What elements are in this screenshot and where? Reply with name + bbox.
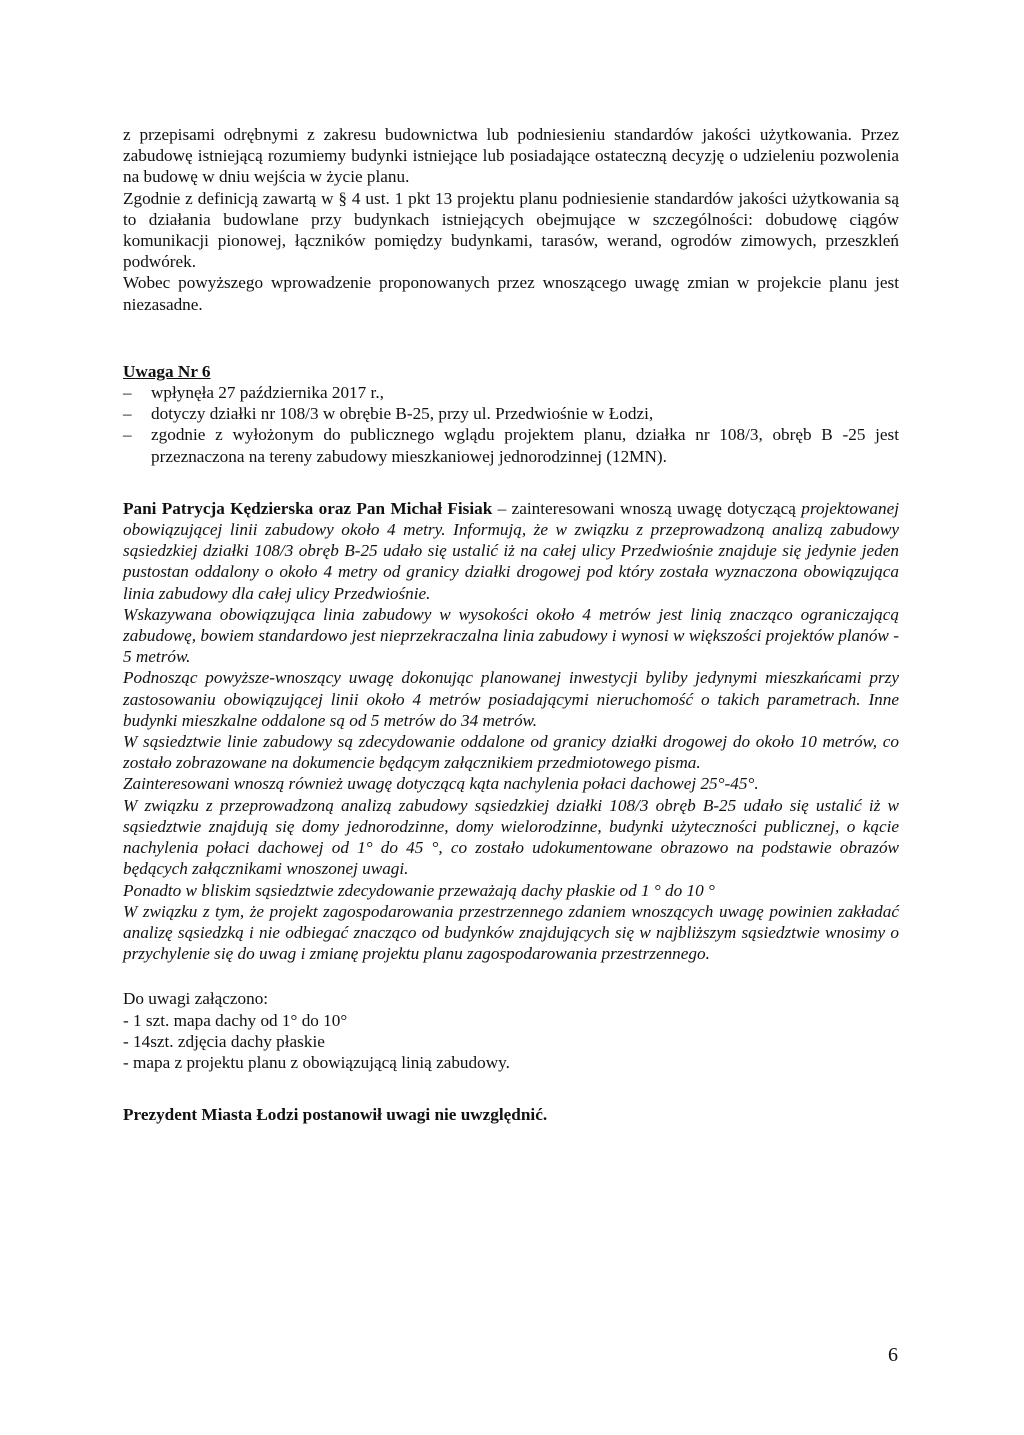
document-page [123,124,899,1125]
decision-statement: Prezydent Miasta Łodzi postanowił uwagi nie uwzględnić. [123,1105,548,1125]
petition-paragraph: Zainteresowani wnoszą również uwagę dotyczącą kąta nachylenia połaci dachowej 25°-45°. [123,774,759,794]
attachment-item: - 14szt. zdjęcia dachy płaskie [123,1031,325,1051]
petition-first-paragraph [123,498,899,604]
remark-detail-item: – wpłynęła 27 października 2017 r., [123,382,899,403]
intro-paragraph-2: Zgodnie z definicją zawartą w § 4 ust. 1 pkt 13 projektu planu podniesienie standardów jakości użytkowania są to działania budowlane przy budynkach istniejących obejmujące w szczególności: dobudowę ciągów komunikacji pionowej, łączników pomiędzy budynkami, tarasów, werand, ogrodów zimowych, przeszkleń podwórek. [123,188,899,272]
petition-paragraph: Podnosząc powyższe-wnoszący uwagę dokonując planowanej inwestycji byliby jedynymi mieszkańcami przy zastosowaniu obowiązującej linii około 4 metrów posiadającymi nieruchomość o takich parametrach. Inne budynki mieszkalne oddalone są od 5 metrów do 34 metrów. [123,668,899,730]
attachment-item: - 1 szt. mapa dachy od 1° do 10° [123,1010,348,1030]
remark-details-list [123,382,899,467]
attachments-heading: Do uwagi załączono: [123,989,269,1009]
remark-detail-item: – zgodnie z wyłożonym do publicznego wglądu projektem planu, działka nr 108/3, obręb B -25 jest przeznaczona na tereny zabudowy mieszkaniowej jednorodzinnej (12MN). [123,424,899,466]
remark-heading: Uwaga Nr 6 [123,361,211,381]
petition-paragraph: W sąsiedztwie linie zabudowy są zdecydowanie oddalone od granicy działki drogowej do około 10 metrów, co zostało zobrazowane na dokumencie będącym załącznikiem przedmiotowego pisma. [123,732,899,773]
petition-paragraph: Wskazywana obowiązująca linia zabudowy w wysokości około 4 metrów jest linią znacząco ograniczającą zabudowę, bowiem standardowo jest nieprzekraczalna linia zabudowy i wynosi w większości projektów planów - 5 metrów. [123,604,899,667]
intro-paragraph-1: z przepisami odrębnymi z zakresu budownictwa lub podniesieniu standardów jakości użytkowania. Przez zabudowę istniejącą rozumiemy budynki istniejące lub posiadające ostateczną decyzję o udzieleniu pozwolenia na budowę w dniu wejścia w życie planu. [123,125,899,187]
petition-first-italic: projektowanej obowiązującej linii zabudowy około 4 metry. Informują, że w związku z przeprowadzoną analizą zabudowy sąsiedzkiej działki 108/3 obręb B-25 udało się ustalić iż na całej ulicy Przedwiośnie znajduje się jedynie jeden pustostan oddalony o około 4 metry od granicy działki drogowej pod który została wyznaczona obowiązująca linia zabudowy dla całej ulicy Przedwiośnie. [123,498,899,603]
page-number: 6 [888,1344,898,1366]
remark-detail-item: – dotyczy działki nr 108/3 w obrębie B-25, przy ul. Przedwiośnie w Łodzi, [123,403,899,424]
attachment-item: - mapa z projektu planu z obowiązującą linią zabudowy. [123,1052,510,1072]
petition-paragraph: W związku z tym, że projekt zagospodarowania przestrzennego zdaniem wnoszących uwagę powinien zakładać analizę sąsiedzką i nie odbiegać znacząco od budynków znajdujących się w najbliższym sąsiedztwie wnosimy o przychylenie się do uwag i zmianę projektu planu zagospodarowania przestrzennego. [123,901,899,964]
petition-lead-text: – zainteresowani wnoszą uwagę dotyczącą [492,498,802,518]
petition-paragraph: W związku z przeprowadzoną analizą zabudowy sąsiedzkiej działki 108/3 obręb B-25 udało się ustalić iż w sąsiedztwie znajdują się domy jednorodzinne, domy wielorodzinne, budynki użyteczności publicznej, o kącie nachylenia połaci dachowej od 1° do 45 °, co zostało udokumentowane obrazowo na podstawie obrazów będących załącznikami wnoszonej uwagi. [123,795,899,879]
petitioner-names: Pani Patrycja Kędzierska oraz Pan Michał Fisiak [123,498,493,518]
intro-paragraph-3: Wobec powyższego wprowadzenie proponowanych przez wnoszącego uwagę zmian w projekcie planu jest niezasadne. [123,273,899,314]
petition-paragraph: Ponadto w bliskim sąsiedztwie zdecydowanie przeważają dachy płaskie od 1 ° do 10 ° [123,880,715,900]
attachments-list [123,1010,899,1074]
